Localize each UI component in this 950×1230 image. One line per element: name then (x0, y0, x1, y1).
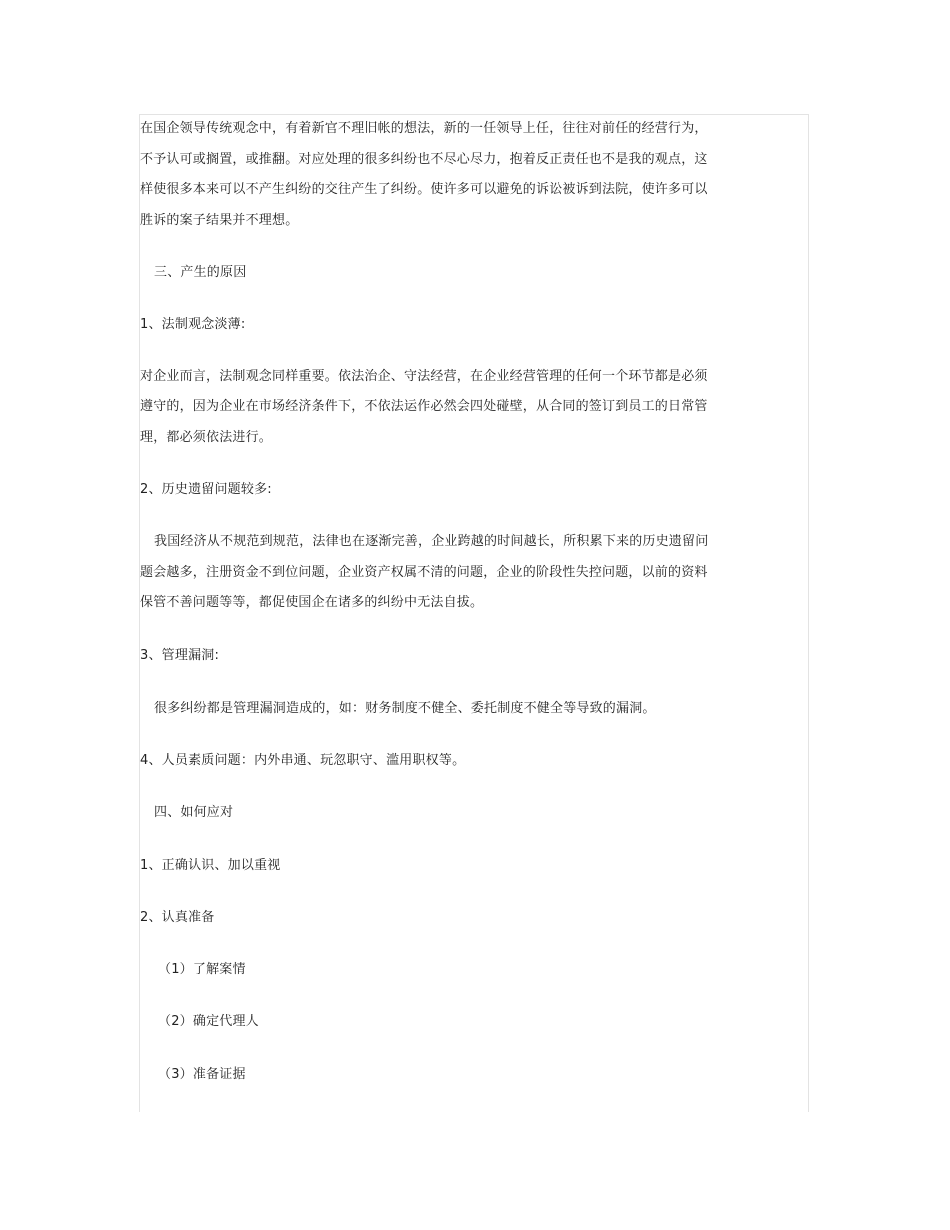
section-heading: 三、产生的原因 (154, 265, 247, 280)
paragraph-line: 不予认可或搁置，或推翻。对应处理的很多纠纷也不尽心尽力，抱着反正责任也不是我的观点，这 (140, 152, 708, 167)
subheading: 2、历史遗留问题较多: (140, 482, 272, 497)
list-item: （3）准备证据 (158, 1067, 246, 1082)
paragraph-line: 题会越多，注册资金不到位问题，企业资产权属不清的问题，企业的阶段性失控问题，以前的资料 (140, 565, 708, 580)
paragraph-line: 我国经济从不规范到规范，法律也在逐渐完善，企业跨越的时间越长，所积累下来的历史遗留问 (154, 534, 709, 549)
paragraph-line: 很多纠纷都是管理漏洞造成的，如：财务制度不健全、委托制度不健全等导致的漏洞。 (154, 701, 656, 716)
paragraph-line: 理，都必须依法进行。 (140, 430, 273, 445)
section-heading: 四、如何应对 (154, 805, 234, 820)
subheading: 2、认真准备 (140, 910, 215, 925)
subheading: 3、管理漏洞: (140, 648, 220, 663)
paragraph-line: 遵守的，因为企业在市场经济条件下，不依法运作必然会四处碰壁，从合同的签订到员工的日常管 (140, 399, 708, 414)
subheading: 4、人员素质问题：内外串通、玩忽职守、滥用职权等。 (140, 753, 466, 768)
subheading: 1、法制观念淡薄: (140, 317, 246, 332)
paragraph-line: 胜诉的案子结果并不理想。 (140, 213, 299, 228)
paragraph-line: 样使很多本来可以不产生纠纷的交往产生了纠纷。使许多可以避免的诉讼被诉到法院，使许多可以 (140, 182, 708, 197)
subheading: 1、正确认识、加以重视 (140, 858, 281, 873)
paragraph-line: 对企业而言，法制观念同样重要。依法治企、守法经营，在企业经营管理的任何一个环节都是必须 (140, 369, 708, 384)
list-item: （2）确定代理人 (158, 1014, 259, 1029)
paragraph-line: 在国企领导传统观念中，有着新官不理旧帐的想法，新的一任领导上任，往往对前任的经营行为， (140, 121, 708, 136)
list-item: （1）了解案情 (158, 962, 246, 977)
paragraph-line: 保管不善问题等等，都促使国企在诸多的纠纷中无法自拔。 (140, 595, 484, 610)
